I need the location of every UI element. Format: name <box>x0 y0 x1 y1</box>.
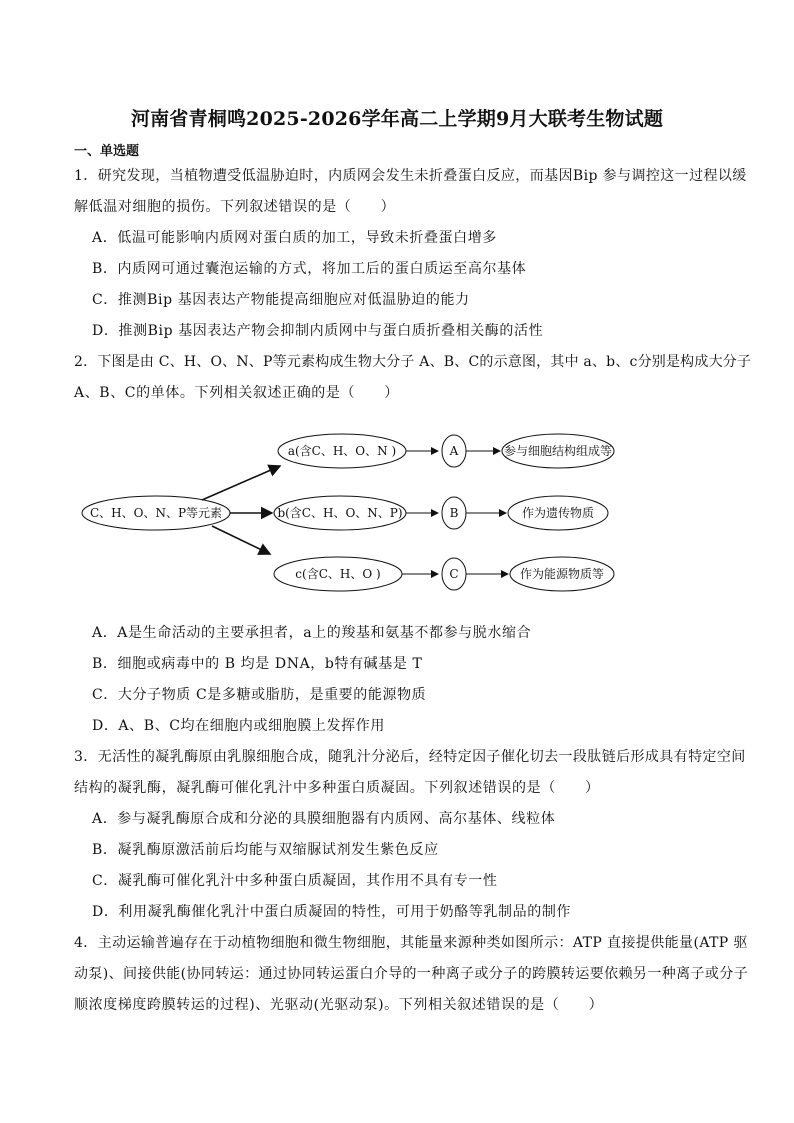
q1-stem-line-1: 1．研究发现，当植物遭受低温胁迫时，内质网会发生未折叠蛋白反应，而基因Bip 参与调控这一过程以缓 <box>74 168 747 184</box>
q3-option-b: B．凝乳酶原激活前后均能与双缩脲试剂发生紫色反应 <box>92 842 439 858</box>
q3-option-c: C．凝乳酶可催化乳汁中多种蛋白质凝固，其作用不具有专一性 <box>92 873 498 889</box>
arrow-source-to-c <box>212 526 270 554</box>
q4-stem-line-3: 顺浓度梯度跨膜转运的过程)、光驱动(光驱动泵)。下列相关叙述错误的是（ ） <box>74 997 604 1013</box>
q3-option-d: D．利用凝乳酶催化乳汁中蛋白质凝固的特性，可用于奶酪等乳制品的制作 <box>92 904 572 920</box>
q1-option-c: C．推测Bip 基因表达产物能提高细胞应对低温胁迫的能力 <box>92 292 470 308</box>
q1-option-a: A．低温可能影响内质网对蛋白质的加工，导致未折叠蛋白增多 <box>92 230 497 246</box>
macromolecule-B-label: B <box>449 506 459 520</box>
monomer-b-label: b(含C、H、O、N、P) <box>277 506 403 520</box>
monomer-c-label: c(含C、H、O ) <box>295 567 381 581</box>
q2-stem-line-1: 2．下图是由 C、H、O、N、P等元素构成生物大分子 A、B、C的示意图，其中 a、b、c分别是构成大分子 <box>74 354 752 370</box>
q3-stem-line-1: 3．无活性的凝乳酶原由乳腺细胞合成，随乳汁分泌后，经特定因子催化切去一段肽链后形成具有特定空间 <box>74 749 746 765</box>
q4-stem-line-1: 4．主动运输普遍存在于动植物细胞和微生物细胞，其能量来源种类如图所示：ATP 直接提供能量(ATP 驱 <box>74 935 748 951</box>
q3-stem-line-2: 结构的凝乳酶，凝乳酶可催化乳汁中多种蛋白质凝固。下列叙述错误的是（ ） <box>74 780 600 796</box>
q2-option-d: D．A、B、C均在细胞内或细胞膜上发挥作用 <box>92 718 385 734</box>
q2-option-c: C．大分子物质 C是多糖或脂肪，是重要的能源物质 <box>92 687 427 703</box>
q2-option-b: B．细胞或病毒中的 B 均是 DNA，b特有碱基是 T <box>92 656 423 672</box>
arrow-source-to-a <box>202 466 280 500</box>
elements-label: C、H、O、N、P等元素 <box>89 506 223 520</box>
function-B-label: 作为遗传物质 <box>521 506 595 520</box>
function-C-label: 作为能源物质等 <box>519 567 605 581</box>
q1-option-b: B．内质网可通过囊泡运输的方式，将加工后的蛋白质运至高尔基体 <box>92 261 527 277</box>
function-A-label: 参与细胞结构组成等 <box>503 444 613 458</box>
q2-option-a: A．A是生命活动的主要承担者，a上的羧基和氨基不都参与脱水缩合 <box>92 625 532 641</box>
macromolecule-diagram <box>70 420 630 600</box>
page-title: 河南省青桐鸣2025-2026学年高二上学期9月大联考生物试题 <box>130 108 664 130</box>
monomer-a-label: a(含C、H、O、N ) <box>287 444 397 458</box>
q1-option-d: D．推测Bip 基因表达产物会抑制内质网中与蛋白质折叠相关酶的活性 <box>92 323 544 339</box>
q2-stem-line-2: A、B、C的单体。下列相关叙述正确的是（ ） <box>74 385 399 401</box>
q3-option-a: A．参与凝乳酶原合成和分泌的具膜细胞器有内质网、高尔基体、线粒体 <box>92 811 556 827</box>
section-heading: 一、单选题 <box>74 144 140 159</box>
macromolecule-A-label: A <box>449 444 459 458</box>
q4-stem-line-2: 动泵)、间接供能(协同转运：通过协同转运蛋白介导的一种离子或分子的跨膜转运要依赖另一种离子或分子 <box>74 966 749 982</box>
q1-stem-line-2: 解低温对细胞的损伤。下列叙述错误的是（ ） <box>74 199 396 215</box>
macromolecule-C-label: C <box>449 567 459 581</box>
